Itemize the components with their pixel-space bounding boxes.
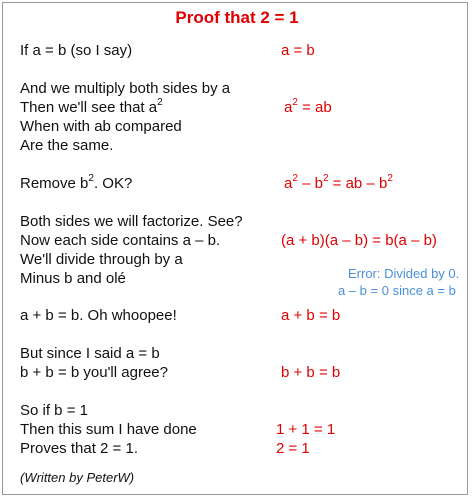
equation-5: a + b = b: [281, 307, 341, 324]
poem-line-6-text: Remove b: [20, 175, 89, 192]
poem-line-6-tail: . OK?: [93, 175, 133, 192]
poem-line-16: Proves that 2 = 1.: [20, 440, 138, 457]
poem-line-3-text: Then we'll see that a: [20, 99, 158, 116]
equation-3-a-exponent: 2: [292, 173, 298, 184]
poem-line-12: But since I said a = b: [20, 345, 160, 362]
poem-line-3: [20, 99, 163, 116]
equation-3: [284, 175, 393, 192]
poem-line-14: So if b = 1: [20, 402, 88, 419]
equation-2-rhs: = ab: [297, 99, 332, 116]
poem-line-2: And we multiply both sides by a: [20, 80, 231, 97]
poem-line-1: If a = b (so I say): [20, 42, 133, 59]
poem-line-5: Are the same.: [20, 137, 114, 154]
equation-6: b + b = b: [281, 364, 341, 381]
equation-3-minus-b: – b: [297, 175, 323, 192]
poem-line-3-exponent: 2: [157, 97, 163, 108]
poem-line-7: Both sides we will factorize. See?: [20, 213, 243, 230]
poem-line-4: When with ab compared: [20, 118, 182, 135]
poem-line-15: Then this sum I have done: [20, 421, 197, 438]
equation-3-rhs-exponent: 2: [387, 173, 393, 184]
author-credit: (Written by PeterW): [20, 470, 135, 485]
equation-7: 1 + 1 = 1: [276, 421, 336, 438]
equation-3-a: a: [284, 175, 293, 192]
equation-2: [284, 99, 332, 116]
equation-2-exponent: 2: [292, 97, 298, 108]
poem-line-11: a + b = b. Oh whoopee!: [20, 307, 177, 324]
error-note-line-2: a – b = 0 since a = b: [338, 283, 456, 298]
poem-line-10: Minus b and olé: [20, 270, 126, 287]
equation-1: a = b: [281, 42, 315, 59]
error-note-line-1: Error: Divided by 0.: [348, 266, 460, 281]
poem-line-9: We'll divide through by a: [20, 251, 183, 268]
equation-3-b-exponent: 2: [322, 173, 329, 184]
equation-2-base: a: [284, 99, 293, 116]
page-title: Proof that 2 = 1: [175, 8, 299, 27]
poem-line-6: [20, 175, 132, 192]
equation-3-rhs: = ab – b: [328, 175, 388, 192]
poem-line-13: b + b = b you'll agree?: [20, 364, 168, 381]
poem-line-8: Now each side contains a – b.: [20, 232, 221, 249]
equation-4: (a + b)(a – b) = b(a – b): [281, 232, 437, 249]
poem-line-6-exponent: 2: [88, 173, 94, 184]
equation-8: 2 = 1: [276, 440, 310, 457]
